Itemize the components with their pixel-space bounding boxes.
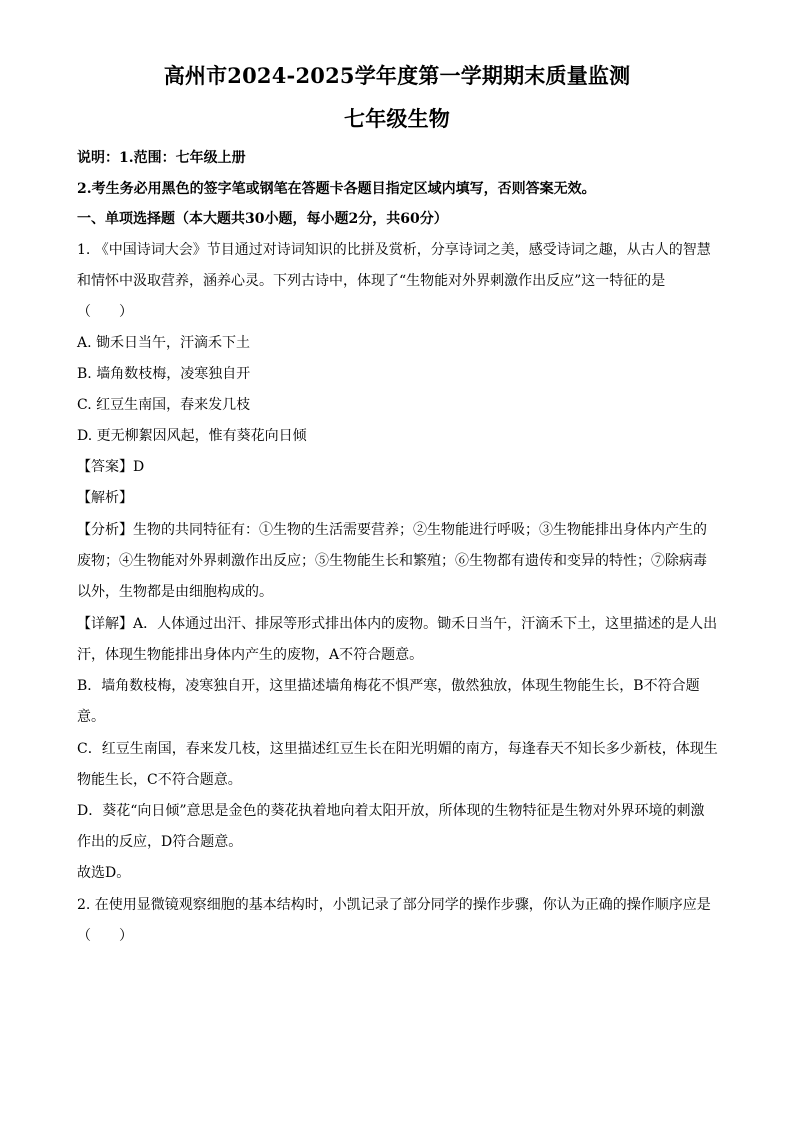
q1-detail-line-2: 汗，体现生物能排出身体内产生的废物，A不符合题意。 (77, 647, 424, 663)
instruction-line-1: 说明：1.范围：七年级上册 (77, 150, 246, 166)
q1-option-d: D. 更无柳絮因风起，惟有葵花向日倾 (77, 428, 307, 444)
q2-stem-line-2: （ ） (77, 928, 133, 944)
q1-option-b: B. 墙角数枝梅，凌寒独自开 (77, 366, 251, 382)
q1-stem-line-1: 1. 《中国诗词大会》节目通过对诗词知识的比拼及赏析，分享诗词之美，感受诗词之趣，从古人的智慧 (77, 242, 711, 258)
q1-stem-line-2: 和情怀中汲取营养，涵养心灵。下列古诗中，体现了“生物能对外界刺激作出反应”这一特征的是 (77, 273, 666, 289)
instruction-line-2: 2.考生务必用黑色的签字笔或钢笔在答题卡各题目指定区域内填写，否则答案无效。 (77, 181, 596, 197)
q1-analysis-tag: 【解析】 (77, 490, 133, 506)
q1-option-c: C. 红豆生南国，春来发几枝 (77, 397, 251, 413)
q1-analysis-line-2: 废物；④生物能对外界刺激作出反应；⑤生物能生长和繁殖；⑥生物都有遗传和变异的特性；⑦除病毒 (77, 553, 707, 569)
q1-answer: 【答案】D (77, 459, 145, 475)
q1-detail-line-8: 作出的反应，D符合题意。 (77, 834, 243, 850)
section-heading: 一、单项选择题（本大题共30小题，每小题2分，共60分） (77, 211, 448, 227)
q1-detail-line-4: 意。 (77, 709, 105, 725)
q1-detail-line-9: 故选D。 (77, 865, 131, 881)
q1-stem-line-3: （ ） (77, 304, 133, 320)
q1-analysis-line-3: 以外，生物都是由细胞构成的。 (77, 584, 273, 600)
q1-analysis-line-1: 【分析】生物的共同特征有：①生物的生活需要营养；②生物能进行呼吸；③生物能排出身体内产生的 (77, 522, 707, 538)
q1-detail-line-7: D．葵花“向日倾”意思是金色的葵花执着地向着太阳开放，所体现的生物特征是生物对外界环境的刺激 (77, 803, 705, 819)
exam-title: 高州市2024-2025学年度第一学期期末质量监测 (163, 63, 631, 88)
q1-detail-line-3: B．墙角数枝梅，凌寒独自开，这里描述墙角梅花不惧严寒，傲然独放，体现生物能生长，B不符合题 (77, 678, 700, 694)
q2-stem-line-1: 2. 在使用显微镜观察细胞的基本结构时，小凯记录了部分同学的操作步骤，你认为正确的操作顺序应是 (77, 897, 711, 913)
q1-option-a: A. 锄禾日当午，汗滴禾下土 (77, 335, 251, 351)
q1-detail-line-6: 物能生长，C不符合题意。 (77, 772, 242, 788)
exam-subtitle: 七年级生物 (344, 106, 450, 131)
q1-detail-line-5: C．红豆生南国，春来发几枝，这里描述红豆生长在阳光明媚的南方，每逢春天不知长多少新枝，体现生 (77, 741, 718, 757)
q1-detail-line-1: 【详解】A．人体通过出汗、排尿等形式排出体内的废物。锄禾日当午，汗滴禾下土，这里描述的是人出 (77, 616, 718, 632)
